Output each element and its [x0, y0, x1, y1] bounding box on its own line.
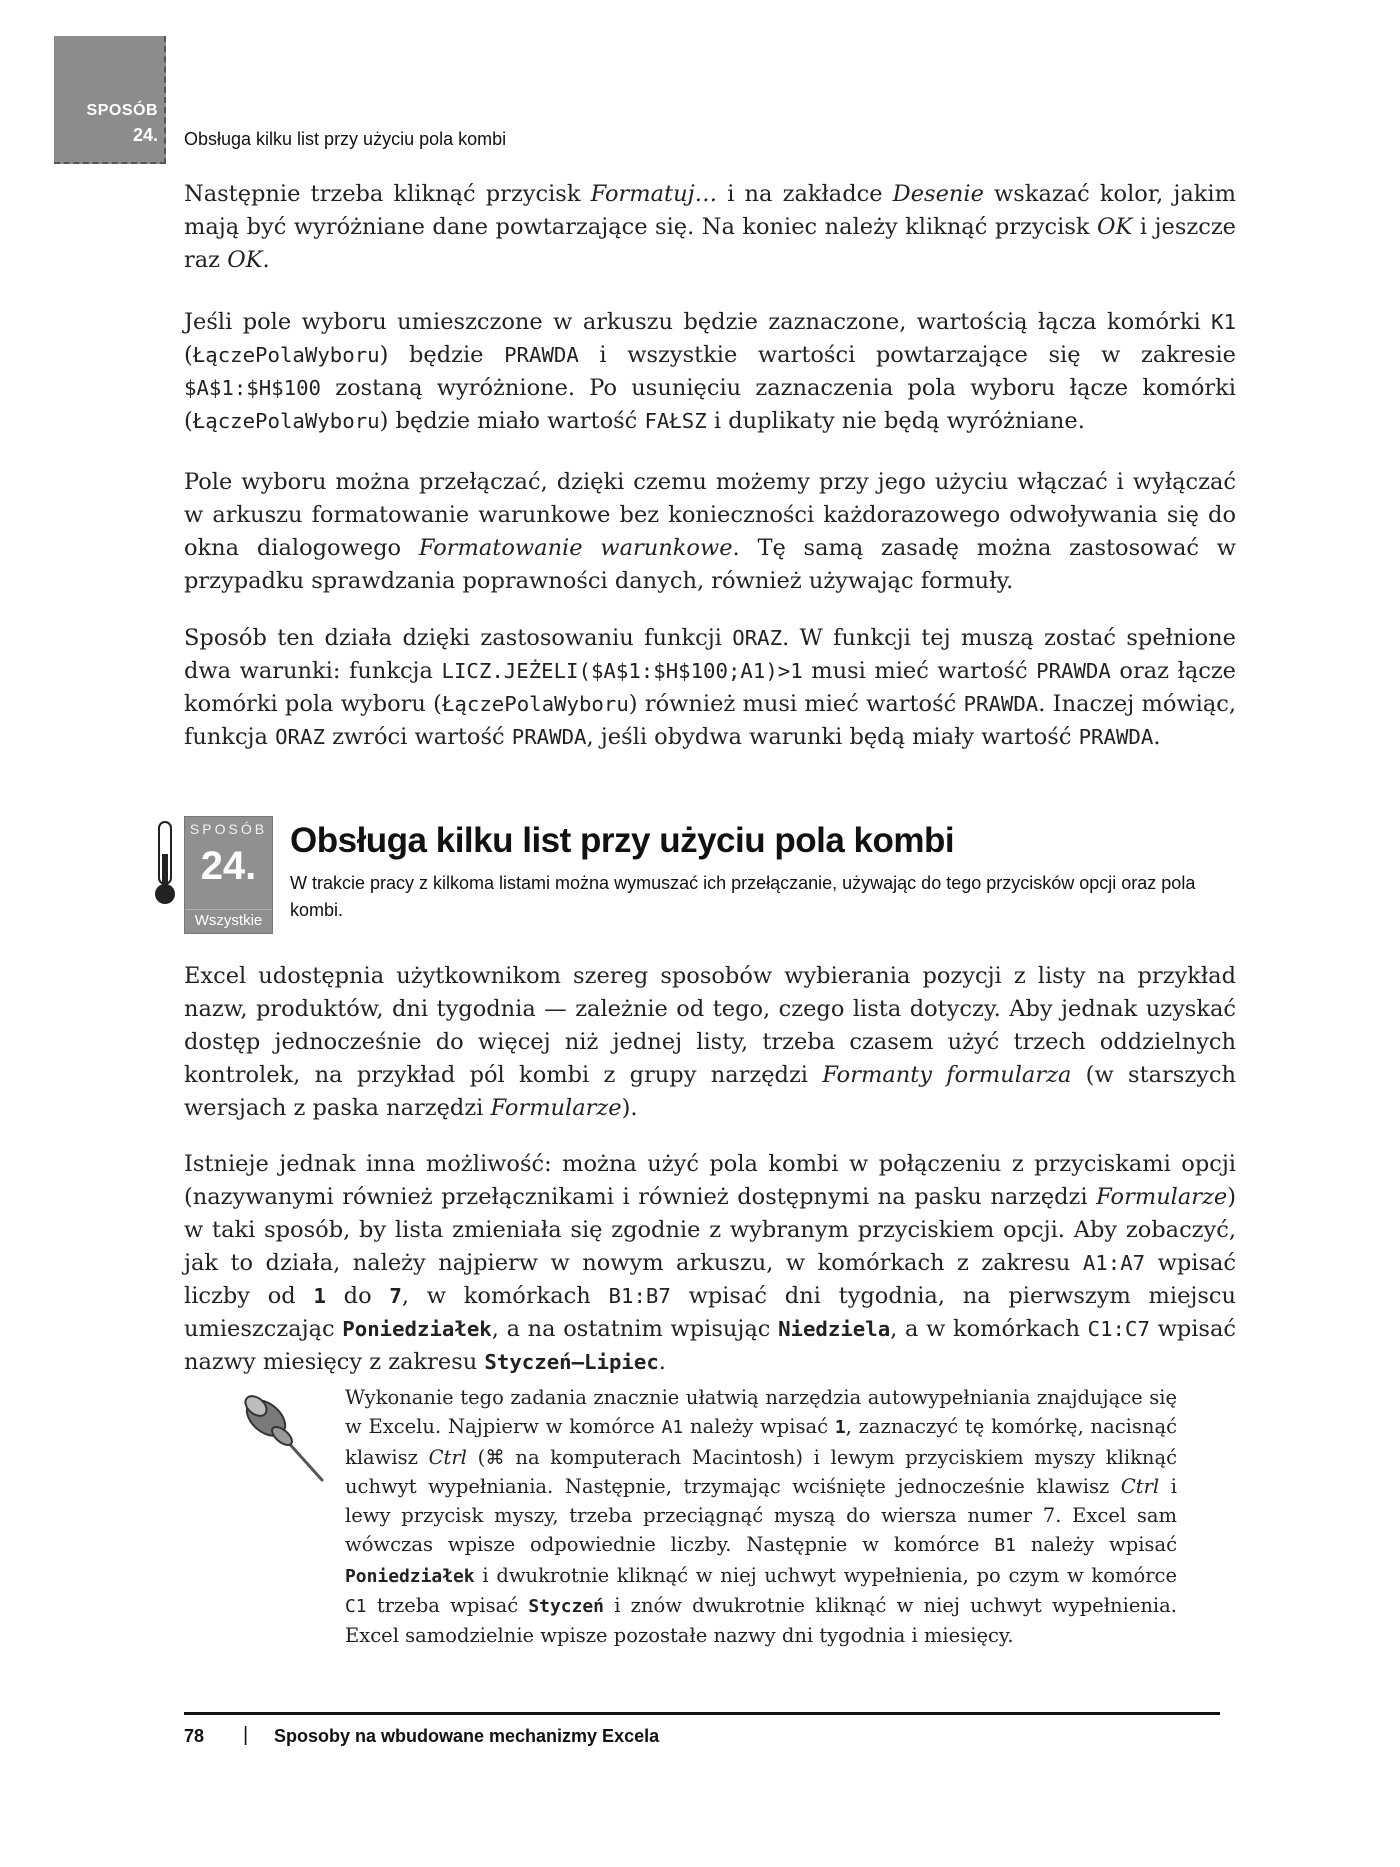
- section-side-tab: [54, 36, 166, 164]
- footer-book-title: Sposoby na wbudowane mechanizmy Excela: [274, 1726, 660, 1746]
- hack-title: Obsługa kilku list przy użyciu pola kombi: [290, 821, 955, 860]
- footer-separator: |: [243, 1724, 249, 1746]
- hack-subtitle: W trakcie pracy z kilkoma listami można wymuszać ich przełączanie, używając do tego przycisków opcji oraz pola kombi.: [290, 873, 1196, 920]
- side-tab-number: 24.: [132, 125, 158, 145]
- paragraph-4: Sposób ten działa dzięki zastosowaniu funkcji ORAZ. W funkcji tej muszą zostać spełnione dwa warunki: funkcja LICZ.JEŻELI($A$1:$H$100;A1)>1 musi mieć wartość PRAWDA oraz łącze komórki pola wyboru (ŁączePolaWyboru) również musi mieć wartość PRAWDA. Inaczej mówiąc, funkcja ORAZ zwróci wartość PRAWDA, jeśli obydwa warunki będą miały wartość PRAWDA.: [184, 625, 1237, 750]
- hack-label: SPOSÓB: [189, 821, 268, 837]
- paragraph-2: Jeśli pole wyboru umieszczone w arkuszu będzie zaznaczone, wartością łącza komórki K1 (ŁączePolaWyboru) będzie PRAWDA i wszystkie wartości powtarzające się w zakresie $A$1:$H$100 zostaną wyróżnione. Po usunięciu zaznaczenia pola wyboru łącze komórki (ŁączePolaWyboru) będzie miało wartość FAŁSZ i duplikaty nie będą wyróżniane.: [184, 309, 1236, 434]
- footer-rule: [184, 1712, 1220, 1715]
- command-key-symbol: ⌘: [485, 1445, 505, 1469]
- tip-note: Wykonanie tego zadania znacznie ułatwią narzędzia autowypełniania znajdujące się w Excelu. Najpierw w komórce A1 należy wpisać 1, zaznaczyć tę komórkę, nacisnąć klawisz Ctrl (⌘ na komputerach Macintosh) i lewym przyciskiem myszy kliknąć uchwyt wypełniania. Następnie, trzymając wciśnięte jednocześnie klawisz Ctrl i lewy przycisk myszy, trzeba przeciągnąć myszą do wiersza numer 7. Excel sam wówczas wpisze odpowiednie liczby. Następnie w komórce B1 należy wpisać Poniedziałek i dwukrotnie kliknąć w niej uchwyt wypełnienia, po czym w komórce C1 trzeba wpisać Styczeń i znów dwukrotnie kliknąć w niej uchwyt wypełnienia. Excel samodzielnie wpisze pozostałe nazwy dni tygodnia i miesięcy.: [345, 1386, 1178, 1648]
- page-number: 78: [184, 1726, 205, 1746]
- thermometer-icon: [152, 820, 178, 908]
- hack-number-box: [184, 816, 273, 934]
- hack-number: 24.: [200, 844, 257, 888]
- side-tab-label: SPOSÓB: [86, 102, 158, 119]
- paragraph-3: Pole wyboru można przełączać, dzięki czemu możemy przy jego użyciu włączać i wyłączać w arkuszu formatowanie warunkowe bez konieczności każdorazowego odwoływania się do okna dialogowego Formatowanie warunkowe. Tę samą zasadę można zastosować w przypadku sprawdzania poprawności danych, również używając formuły.: [184, 469, 1236, 594]
- paragraph-5: Excel udostępnia użytkownikom szereg sposobów wybierania pozycji z listy na przykład nazw, produktów, dni tygodnia — zależnie od tego, czego lista dotyczy. Aby jednak uzyskać dostęp jednocześnie do więcej niż jednej listy, trzeba czasem użyć trzech oddzielnych kontrolek, na przykład pól kombi z grupy narzędzi Formanty formularza (w starszych wersjach z paska narzędzi Formularze).: [184, 963, 1236, 1121]
- running-header-title: Obsługa kilku list przy użyciu pola kombi: [184, 129, 507, 149]
- hack-category: Wszystkie: [185, 909, 272, 929]
- pushpin-icon: [236, 1388, 326, 1484]
- paragraph-6: Istnieje jednak inna możliwość: można użyć pola kombi w połączeniu z przyciskami opcji (nazywanymi również przełącznikami i również dostępnymi na pasku narzędzi Formularze) w taki sposób, by lista zmieniała się zgodnie z wybranym przyciskiem opcji. Aby zobaczyć, jak to działa, należy najpierw w nowym arkuszu, w komórkach z zakresu A1:A7 wpisać liczby od 1 do 7, w komórkach B1:B7 wpisać dni tygodnia, na pierwszym miejscu umieszczając Poniedziałek, a na ostatnim wpisując Niedziela, a w komórkach C1:C7 wpisać nazwy miesięcy z zakresu Styczeń–Lipiec.: [184, 1151, 1237, 1375]
- paragraph-1: Następnie trzeba kliknąć przycisk Formatuj… i na zakładce Desenie wskazać kolor, jakim mają być wyróżniane dane powtarzające się. Na koniec należy kliknąć przycisk OK i jeszcze raz OK.: [184, 181, 1236, 273]
